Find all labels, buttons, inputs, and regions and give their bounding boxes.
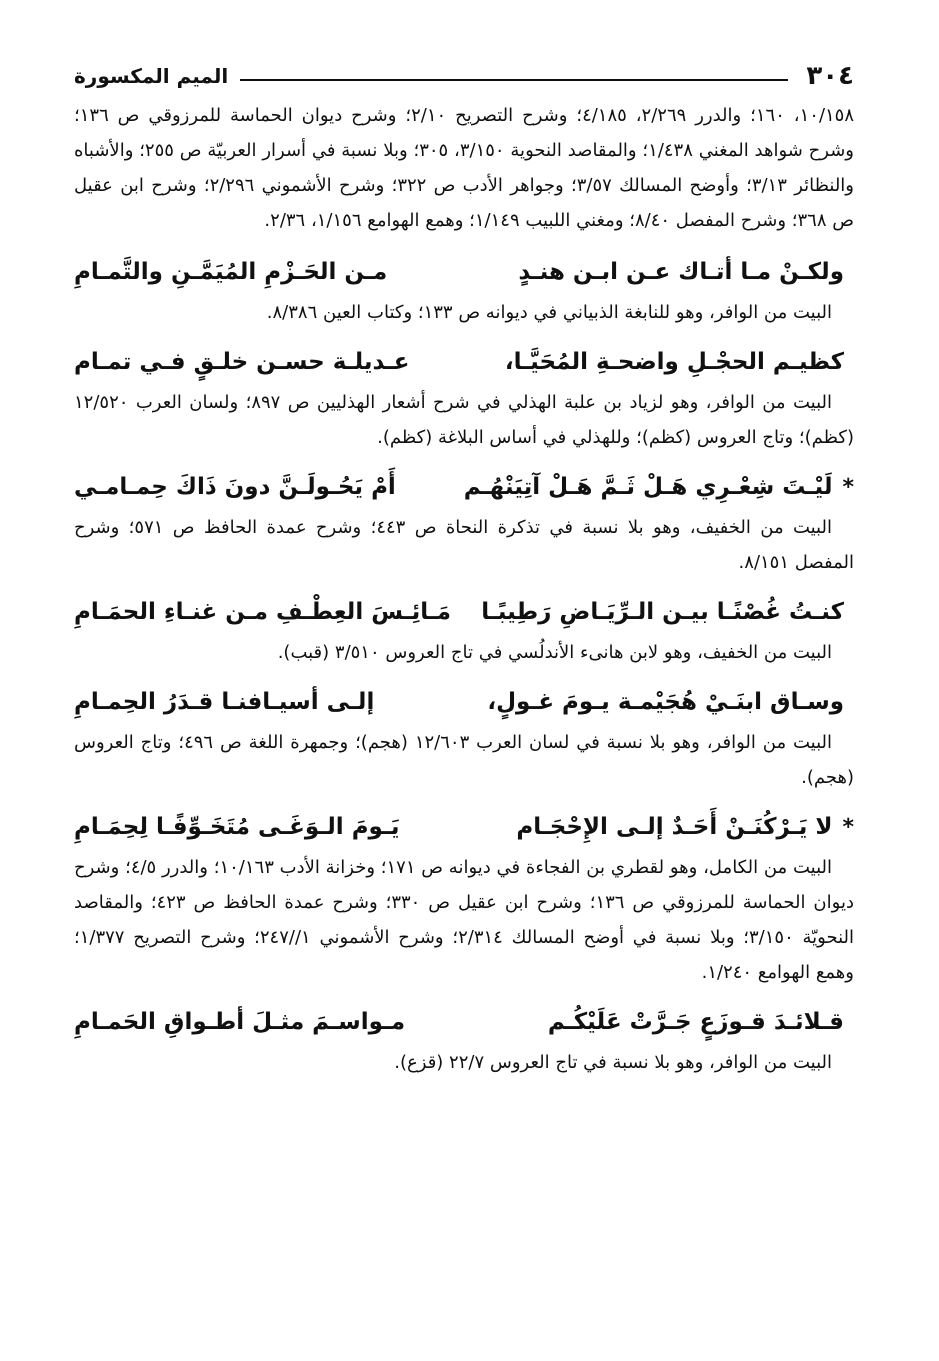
verse-source-note	[74, 1045, 854, 1080]
first-hemistich	[487, 680, 854, 725]
second-hemistich: أَمْ يَحُـولَـنَّ دونَ ذَاكَ حِمـامـي	[74, 474, 396, 500]
continued-footnote-paragraph: ١٠/١٥٨، ١٦٠؛ والدرر ٢/٢٦٩، ٤/١٨٥؛ وشرح التصريح ٢/١٠؛ وشرح ديوان الحماسة للمرزوقي ص ١٣٦؛ وشرح شواهد المغني ١/٤٣٨؛ والمقاصد النحوية ٣/١٥٠، ٣٠٥؛ وبلا نسبة في أسرار العربيّة ص ٢٥٥؛ والأشباه والنظائر ٣/١٣؛ وأوضح المسالك ٣/٥٧؛ وجواهر الأدب ص ٣٢٢؛ وشرح الأشموني ٢/٢٩٦؛ وشرح ابن عقيل ص ٣٦٨؛ وشرح المفصل ٨/٤٠؛ ومغني اللبيب ١/١٤٩؛ وهمع الهوامع ١/١٥٦، ٢/٣٦.	[74, 105, 855, 231]
page-header	[74, 56, 854, 96]
verse-source-note	[74, 635, 854, 670]
verse-source-note-text: البيت من الوافر، وهو لزياد بن علبة الهذلي في شرح أشعار الهذليين ص ٨٩٧؛ ولسان العرب ١٢/٥٢٠ (كظم)؛ وتاج العروس (كظم)؛ وللهذلي في أساس البلاغة (كظم).	[74, 392, 854, 448]
book-page	[74, 56, 854, 1090]
verse-line	[74, 340, 854, 385]
verse-entry	[74, 590, 854, 670]
first-hemistich	[516, 805, 854, 850]
verse-source-note	[74, 295, 854, 330]
verse-line	[74, 1000, 854, 1045]
verse-source-note	[74, 385, 854, 455]
verse-source-note-text: البيت من الخفيف، وهو بلا نسبة في تذكرة النحاة ص ٤٤٣؛ وشرح عمدة الحافظ ص ٥٧١؛ وشرح المفصل ٨/١٥١.	[74, 517, 854, 573]
running-title: الميم المكسورة	[74, 64, 229, 88]
verse-source-note-text: البيت من الكامل، وهو لقطري بن الفجاءة في ديوانه ص ١٧١؛ وخزانة الأدب ١٠/١٦٣؛ والدرر ٤/٥؛ وشرح ديوان الحماسة للمرزوقي ص ١٣٦؛ وشرح ابن عقيل ص ٣٣٠؛ وشرح عمدة الحافظ ص ٤٢٣؛ والمقاصد النحويّة ٣/١٥٠؛ وبلا نسبة في أوضح المسالك ٢/٣١٤؛ وشرح الأشموني ١//٢٤٧؛ وشرح التصريح ١/٣٧٧؛ وهمع الهوامع ١/٢٤٠.	[74, 857, 855, 983]
star-marker: *	[842, 475, 854, 500]
verse-entry	[74, 465, 854, 580]
second-hemistich: مـن الحَـزْمِ المُيَمَّـنِ والتَّمـامِ	[74, 259, 388, 285]
first-hemistich-text: لَيْـتَ شِعْـرِي هَـلْ ثَـمَّ هَـلْ آتِيَنْهُـم	[463, 474, 833, 500]
second-hemistich: مـواسـمَ مثـلَ أطـواقِ الحَمـامِ	[74, 1009, 406, 1035]
verse-line	[74, 680, 854, 725]
verse-source-note	[74, 510, 854, 580]
second-hemistich: عـديلـة حسـن خلـقٍ فـي تمـام	[74, 349, 410, 375]
verse-line	[74, 465, 854, 510]
verse-source-note-text: البيت من الخفيف، وهو لابن هانىء الأندلُسي في تاج العروس ٣/٥١٠ (قبب).	[277, 642, 832, 663]
first-hemistich	[464, 465, 854, 510]
verse-source-note-text: البيت من الوافر، وهو بلا نسبة في تاج العروس ٢٢/٧ (قزع).	[394, 1052, 832, 1073]
page-number: ٣٠٤	[806, 61, 854, 91]
verse-line	[74, 250, 854, 295]
verse-source-note	[74, 725, 854, 795]
second-hemistich: يَـومَ الـوَغَـى مُتَخَـوِّفًـا لِحِمَـامِ	[74, 814, 400, 840]
first-hemistich	[481, 590, 854, 635]
verse-entry	[74, 250, 854, 330]
first-hemistich-text: وسـاق ابنَـيْ هُجَيْمـة يـومَ غـولٍ،	[487, 689, 844, 715]
verse-source-note-text: البيت من الوافر، وهو بلا نسبة في لسان العرب ١٢/٦٠٣ (هجم)؛ وجمهرة اللغة ص ٤٩٦؛ وتاج العروس (هجم).	[74, 732, 854, 788]
verse-line	[74, 590, 854, 635]
verse-entry	[74, 805, 854, 990]
verse-entry	[74, 1000, 854, 1080]
verse-entry	[74, 340, 854, 455]
first-hemistich	[518, 250, 854, 295]
verse-source-note	[74, 850, 854, 990]
header-rule	[240, 79, 788, 81]
first-hemistich-text: لا يَـرْكُنَـنْ أَحَـدٌ إلـى الإِحْجَـام	[516, 814, 833, 840]
verse-entry	[74, 680, 854, 795]
first-hemistich-text: ولكـنْ مـا أتـاك عـن ابـن هنـدٍ	[518, 259, 844, 285]
first-hemistich-text: كنـتُ غُصْنًـا بيـن الـرِّيَـاضِ رَطِيبًـا	[481, 599, 844, 625]
verse-source-note-text: البيت من الوافر، وهو للنابغة الذبياني في ديوانه ص ١٣٣؛ وكتاب العين ٨/٣٨٦.	[266, 302, 832, 323]
first-hemistich	[505, 340, 854, 385]
second-hemistich: مَـائِـسَ العِطْـفِ مـن غنـاءِ الحمَـامِ	[74, 599, 451, 625]
first-hemistich-text: كظيـم الحجْـلِ واضحـةِ المُحَيَّـا،	[504, 349, 844, 375]
verse-line	[74, 805, 854, 850]
first-hemistich	[548, 1000, 854, 1045]
first-hemistich-text: قـلائـدَ قـوزَعٍ جَـرَّتْ عَلَيْكُـم	[547, 1009, 844, 1035]
star-marker: *	[842, 815, 854, 840]
second-hemistich: إلـى أسيـافنـا قـدَرُ الحِمـامِ	[74, 689, 375, 715]
